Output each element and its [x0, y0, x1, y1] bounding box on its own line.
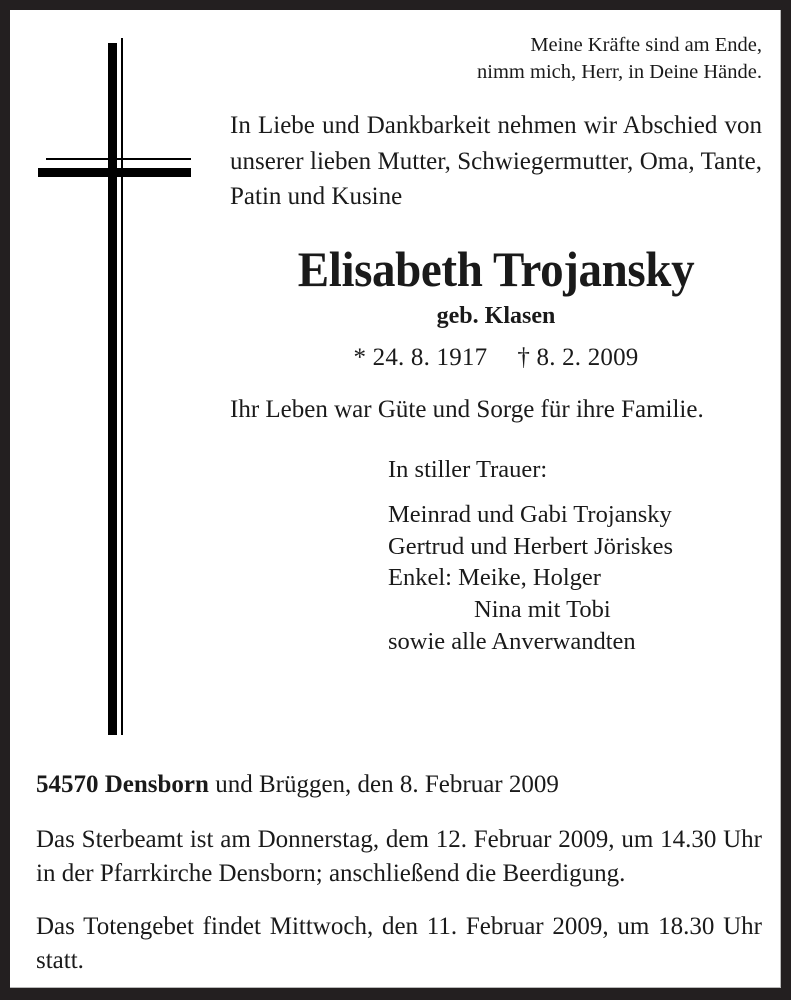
epigraph-line-2: nimm mich, Herr, in Deine Hände.: [477, 61, 762, 84]
mourner-line-5: sowie alle Anverwandten: [388, 627, 636, 655]
mourners-list: [388, 499, 762, 657]
mourner-line-3: Enkel: Meike, Holger: [388, 564, 601, 592]
mourners-title: In stiller Trauer:: [388, 455, 548, 483]
obituary-page: [10, 10, 781, 988]
mourner-line-1: Meinrad und Gabi Trojansky: [388, 501, 672, 529]
cross-vertical-thick-bar: [108, 43, 117, 735]
death-date: † 8. 2. 2009: [517, 344, 639, 372]
christian-cross-icon: [10, 10, 220, 740]
place-date-rest: und Brüggen, den 8. Februar 2009: [208, 771, 559, 798]
deceased-maiden-name: geb. Klasen: [436, 303, 556, 330]
epitaph-paragraph: Ihr Leben war Güte und Sorge für ihre Familie.: [230, 396, 704, 424]
obituary-text-column: [230, 32, 762, 657]
intro-paragraph: In Liebe und Dankbarkeit nehmen wir Abschied von unserer lieben Mutter, Schwiegermutter, Oma, Tante, Patin und Kusine: [230, 112, 762, 211]
prayer-notice: Das Totengebet findet Mittwoch, den 11. Februar 2009, um 18.30 Uhr statt.: [36, 912, 762, 974]
epigraph-line-1: Meine Kräfte sind am Ende,: [530, 34, 762, 56]
service-notice: Das Sterbeamt ist am Donnerstag, dem 12. Februar 2009, um 14.30 Uhr in der Pfarrkirche Densborn; anschließend die Beerdigung.: [36, 825, 762, 887]
cross-horizontal-thick-bar: [38, 168, 191, 177]
mourner-line-2: Gertrud und Herbert Jöriskes: [388, 532, 674, 560]
deceased-name: Elisabeth Trojansky: [297, 240, 695, 297]
mourners-block: [230, 454, 762, 658]
epigraph: [230, 32, 762, 86]
mourner-line-4: Nina mit Tobi: [474, 595, 611, 623]
birth-date: * 24. 8. 1917: [353, 344, 488, 372]
place-and-date-line: [36, 768, 762, 803]
life-dates: [230, 344, 762, 372]
postal-code-place: 54570 Densborn: [36, 771, 209, 798]
footer-block: [36, 768, 762, 979]
cross-vertical-thin-line: [121, 38, 123, 735]
cross-horizontal-thin-line: [46, 158, 191, 160]
